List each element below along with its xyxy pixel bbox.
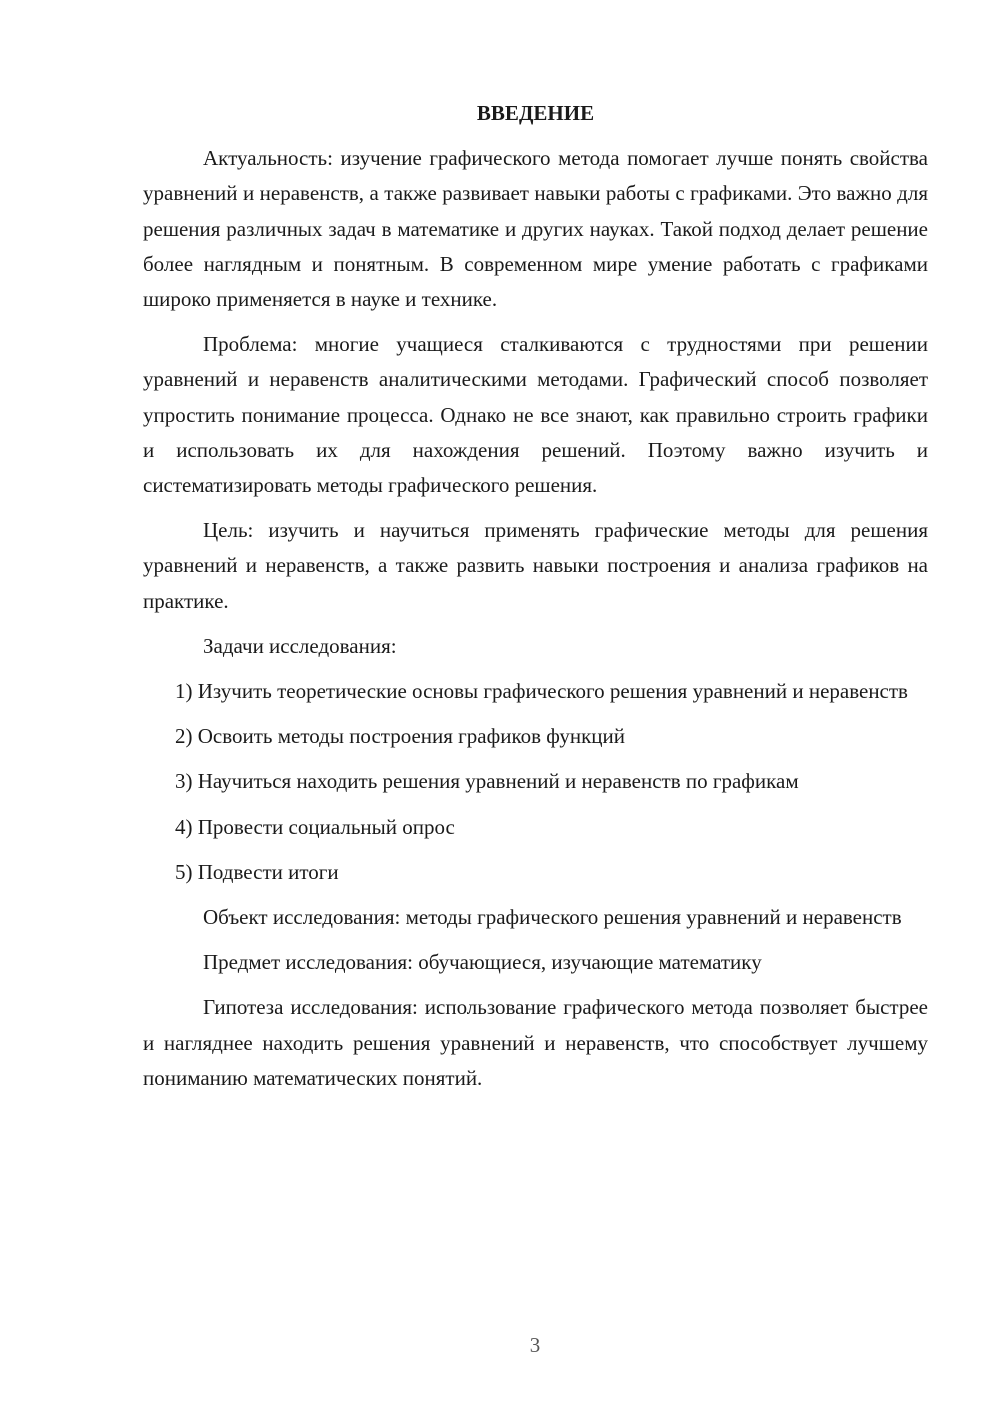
paragraph-relevance: Актуальность: изучение графического метода помогает лучше понять свойства уравнений и неравенств, а также развивает навыки работы с графиками. Это важно для решения различных задач в математике и других науках. Такой подход делает решение более наглядным и понятным. В современном мире умение работать с графиками широко применяется в науке и технике. xyxy=(143,146,928,312)
list-item: 4) Провести социальный опрос xyxy=(175,814,455,839)
list-item: 2) Освоить методы построения графиков функций xyxy=(175,724,625,749)
list-item: 1) Изучить теоретические основы графического решения уравнений и неравенств xyxy=(175,679,908,704)
tasks-heading: Задачи исследования: xyxy=(203,633,397,658)
tasks-list xyxy=(143,674,928,890)
paragraph-goal: Цель: изучить и научиться применять графические методы для решения уравнений и неравенств, а также развить навыки построения и анализа графиков на практике. xyxy=(143,518,928,613)
paragraph-problem: Проблема: многие учащиеся сталкиваются с трудностями при решении уравнений и неравенств аналитическими методами. Графический способ позволяет упростить понимание процесса. Однако не все знают, как правильно строить графики и использовать их для нахождения решений. Поэтому важно изучить и систематизировать методы графического решения. xyxy=(143,332,928,498)
page-number: 3 xyxy=(529,1333,541,1357)
section-title: ВВЕДЕНИЕ xyxy=(476,101,595,125)
paragraph-subject: Предмет исследования: обучающиеся, изучающие математику xyxy=(203,950,762,975)
list-item: 5) Подвести итоги xyxy=(175,859,339,884)
paragraph-object: Объект исследования: методы графического решения уравнений и неравенств xyxy=(203,905,902,930)
list-item: 3) Научиться находить решения уравнений и неравенств по графикам xyxy=(175,769,799,794)
document-body xyxy=(143,96,928,1106)
paragraph-hypothesis: Гипотеза исследования: использование графического метода позволяет быстрее и нагляднее находить решения уравнений и неравенств, что способствует лучшему пониманию математических понятий. xyxy=(143,995,928,1090)
